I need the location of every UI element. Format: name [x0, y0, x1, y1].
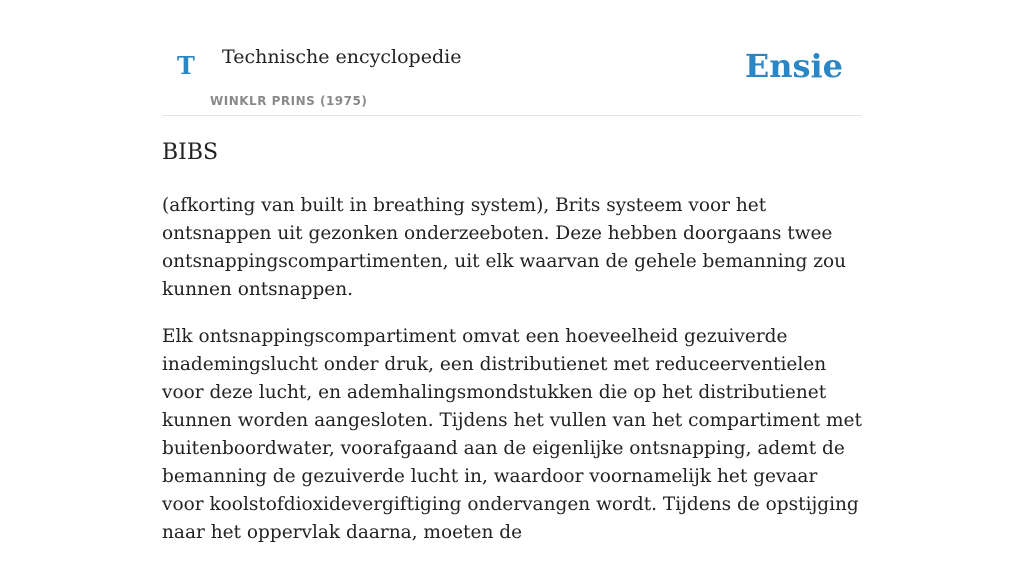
entry-paragraph: Elk ontsnappingscompartiment omvat een hoeveelheid gezuiverde inademingslucht onder druk, een distributienet met reduceerventielen voor deze lucht, en ademhalingsmondstukken die op het distributienet kunnen worden aangesloten. Tijdens het vullen van het compartiment met buitenboordwater, voorafgaand aan de eigenlijke ontsnapping, ademt de bemanning de gezuiverde lucht in, waardoor voornamelijk het gevaar voor koolstofdioxidevergiftiging ondervangen wordt. Tijdens de opstijging naar het oppervlak daarna, moeten de	[162, 326, 862, 543]
entry-body	[162, 192, 862, 566]
entry-headword: BIBS	[162, 140, 219, 165]
brand-logo[interactable]: Ensie	[744, 47, 843, 85]
entry-header	[162, 0, 862, 116]
source-title[interactable]: Technische encyclopedie	[222, 46, 462, 68]
entry-paragraph: (afkorting van built in breathing system), Brits systeem voor het ontsnappen uit gezonken onderzeeboten. Deze hebben doorgaans twee ontsnappingscompartimenten, uit elk waarvan de gehele bemanning zou kunnen ontsnappen.	[162, 195, 847, 300]
source-logo-icon[interactable]: T	[177, 51, 195, 80]
source-subtitle: WINKLR PRINS (1975)	[210, 94, 368, 108]
